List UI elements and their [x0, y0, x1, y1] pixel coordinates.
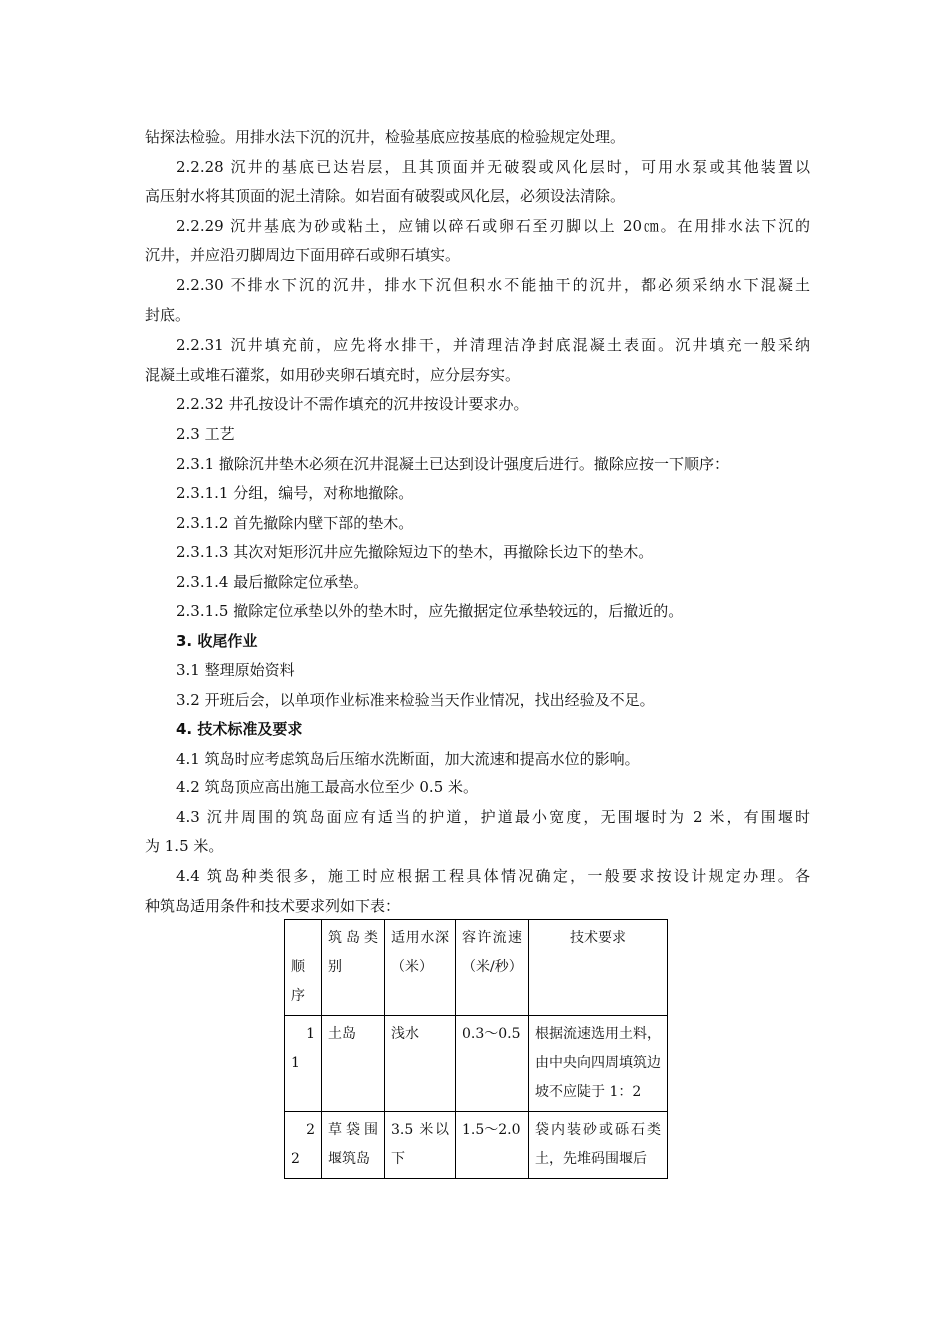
clause-2-2-30-cont — [145, 305, 810, 325]
cell-flow: 1.5～2.0 — [456, 1112, 529, 1179]
section-2-3-heading — [176, 424, 810, 444]
clause-4-3 — [176, 807, 810, 827]
clause-2-2-32 — [176, 394, 810, 414]
cell-depth: 浅水 — [385, 1016, 456, 1112]
cell-depth: 3.5 米以下 — [385, 1112, 456, 1179]
paragraph-text: 2.2.32 井孔按设计不需作填充的沉井按设计要求办。 — [176, 395, 529, 413]
cell-type: 草袋围堰筑岛 — [322, 1112, 385, 1179]
header-depth: 适用水深（米） — [385, 920, 456, 1016]
clause-4-3-cont — [145, 836, 810, 856]
clause-2-3-1-2 — [176, 513, 810, 533]
paragraph-text: 4.1 筑岛时应考虑筑岛后压缩水洗断面，加大流速和提高水位的影响。 — [176, 750, 640, 768]
paragraph-text: 4.3 沉井周围的筑岛面应有适当的护道，护道最小宽度，无围堰时为 2 米，有围堰时 — [176, 808, 810, 826]
header-type: 筑岛类别 — [322, 920, 385, 1016]
paragraph-text: 混凝土或堆石灌浆，如用砂夹卵石填充时，应分层夯实。 — [145, 366, 521, 384]
island-spec-table — [284, 919, 668, 1179]
paragraph-text: 高压射水将其顶面的泥土清除。如岩面有破裂或风化层，必须设法清除。 — [145, 187, 626, 205]
paragraph-text: 2.3.1.4 最后撤除定位承垫。 — [176, 573, 369, 591]
cell-no: 2 2 — [285, 1112, 322, 1179]
clause-2-3-1-3 — [176, 542, 810, 562]
clause-2-3-1-4 — [176, 572, 810, 592]
paragraph-text: 3.1 整理原始资料 — [176, 661, 295, 679]
paragraph-text: 2.3.1.3 其次对矩形沉井应先撤除短边下的垫木，再撤除长边下的垫木。 — [176, 543, 654, 561]
clause-4-1 — [176, 749, 810, 769]
paragraph-text: 封底。 — [145, 306, 191, 324]
clause-4-4-cont — [145, 896, 810, 916]
clause-2-3-1-5 — [176, 601, 810, 621]
clause-2-2-28-cont — [145, 186, 810, 206]
header-flow: 容许流速（米/秒） — [456, 920, 529, 1016]
clause-4-4 — [176, 866, 810, 886]
paragraph-text: 2.3.1.1 分组，编号，对称地撤除。 — [176, 484, 414, 502]
clause-2-3-1 — [176, 454, 810, 474]
table-row — [285, 1016, 668, 1112]
paragraph-text: 为 1.5 米。 — [145, 837, 224, 855]
paragraph-text: 钻探法检验。用排水法下沉的沉井，检验基底应按基底的检验规定处理。 — [145, 128, 626, 146]
paragraph-text: 2.2.31 沉井填充前，应先将水排干，并清理洁净封底混凝土表面。沉井填充一般采纳 — [176, 336, 810, 354]
paragraph-text: 2.3.1 撤除沉井垫木必须在沉井混凝土已达到设计强度后进行。撤除应按一下顺序： — [176, 455, 729, 473]
table-header-row — [285, 920, 668, 1016]
paragraph-text: 沉井，并应沿刃脚周边下面用碎石或卵石填实。 — [145, 246, 461, 264]
cell-flow: 0.3～0.5 — [456, 1016, 529, 1112]
clause-2-2-31 — [176, 335, 810, 355]
clause-2-2-29 — [176, 216, 810, 236]
paragraph-text: 2.2.29 沉井基底为砂或粘土，应铺以碎石或卵石至刃脚以上 20㎝。在用排水法下沉的 — [176, 217, 810, 235]
paragraph-text: 4.2 筑岛顶应高出施工最高水位至少 0.5 米。 — [176, 778, 479, 796]
paragraph-text: 2.3.1.5 撤除定位承垫以外的垫木时，应先撤据定位承垫较远的，后撤近的。 — [176, 602, 684, 620]
cell-no: 1 1 — [285, 1016, 322, 1112]
paragraph-continuation — [145, 127, 810, 147]
paragraph-text: 2.3.1.2 首先撤除内壁下部的垫木。 — [176, 514, 414, 532]
clause-4-2 — [176, 777, 810, 797]
cell-requirements: 袋内装砂或砾石类土，先堆码围堰后 — [529, 1112, 668, 1179]
paragraph-text: 2.2.30 不排水下沉的沉井，排水下沉但积水不能抽干的沉井，都必须采纳水下混凝土 — [176, 276, 810, 294]
clause-2-2-31-cont — [145, 365, 810, 385]
heading-text: 4. 技术标准及要求 — [176, 720, 303, 738]
clause-2-3-1-1 — [176, 483, 810, 503]
section-4-heading — [176, 719, 810, 739]
clause-2-2-28 — [176, 157, 810, 177]
paragraph-text: 3.2 开班后会，以单项作业标准来检验当天作业情况，找出经验及不足。 — [176, 691, 655, 709]
cell-type: 土岛 — [322, 1016, 385, 1112]
paragraph-text: 4.4 筑岛种类很多，施工时应根据工程具体情况确定，一般要求按设计规定办理。各 — [176, 867, 810, 885]
table-row — [285, 1112, 668, 1179]
heading-text: 2.3 工艺 — [176, 425, 235, 443]
clause-3-2 — [176, 690, 810, 710]
paragraph-text: 种筑岛适用条件和技术要求列如下表： — [145, 897, 401, 915]
cell-requirements: 根据流速选用土料，由中央向四周填筑边坡不应陡于 1：2 — [529, 1016, 668, 1112]
header-requirements: 技术要求 — [529, 920, 668, 1016]
paragraph-text: 2.2.28 沉井的基底已达岩层，且其顶面并无破裂或风化层时，可用水泵或其他装置以 — [176, 158, 810, 176]
clause-2-2-29-cont — [145, 245, 810, 265]
heading-text: 3. 收尾作业 — [176, 632, 258, 650]
clause-2-2-30 — [176, 275, 810, 295]
section-3-heading — [176, 631, 810, 651]
clause-3-1 — [176, 660, 810, 680]
header-no: 顺序 — [285, 920, 322, 1016]
